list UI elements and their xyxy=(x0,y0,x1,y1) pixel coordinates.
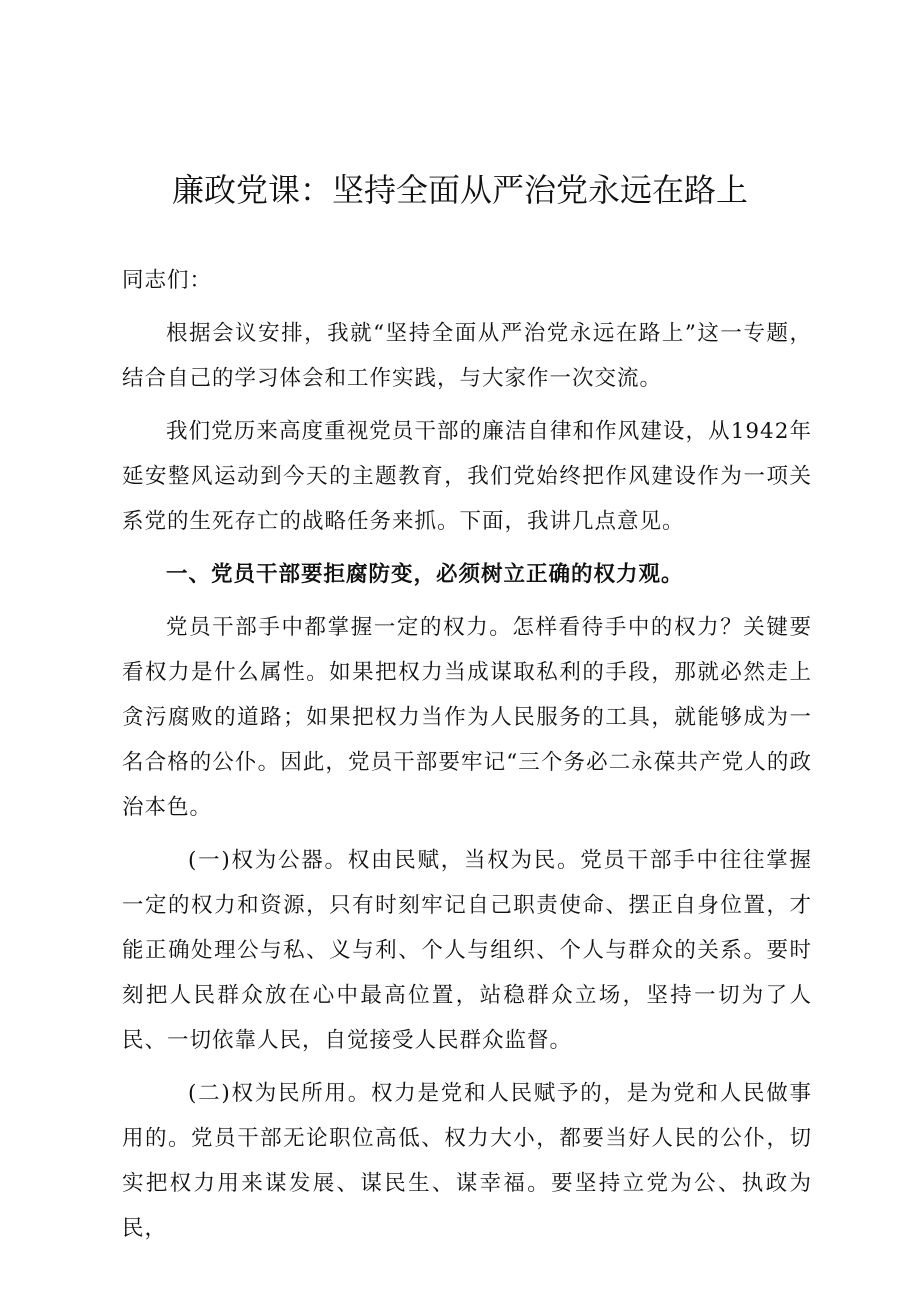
paragraph-history: 我们党历来高度重视党员干部的廉洁自律和作风建设，从1942年延安整风运动到今天的主题教育，我们党始终把作风建设作为一项关系党的生死存亡的战略任务来抓。下面，我讲几点意见。 xyxy=(122,419,812,534)
document-body xyxy=(122,258,812,1251)
section-1-point-2: (二)权为民所用。权力是党和人民赋予的，是为党和人民做事用的。党员干部无论职位高低、权力大小，都要当好人民的公仆，切实把权力用来谋发展、谋民生、谋幸福。要坚持立党为公、执政为民， xyxy=(122,1081,812,1241)
section-1-heading: 一、党员干部要拒腐防变，必须树立正确的权力观。 xyxy=(166,562,684,587)
salutation: 同志们： xyxy=(122,268,213,293)
section-1-intro: 党员干部手中都掌握一定的权力。怎样看待手中的权力？关键要看权力是什么属性。如果把权力当成谋取私利的手段，那就必然走上贪污腐败的道路；如果把权力当作为人民服务的工具，就能够成为一名合格的公仆。因此，党员干部要牢记“三个务必二永葆共产党人的政治本色。 xyxy=(122,615,812,820)
document-title: 廉政党课：坚持全面从严治党永远在路上 xyxy=(171,171,748,209)
paragraph-intro: 根据会议安排，我就“坚持全面从严治党永远在路上”这一专题，结合自己的学习体会和工作实践，与大家作一次交流。 xyxy=(122,321,812,391)
section-1-point-1: (一)权为公器。权由民赋，当权为民。党员干部手中往往掌握一定的权力和资源，只有时刻牢记自己职责使命、摆正自身位置，才能正确处理公与私、义与利、个人与组织、个人与群众的关系。要时刻把人民群众放在心中最高位置，站稳群众立场，坚持一切为了人民、一切依靠人民，自觉接受人民群众监督。 xyxy=(122,848,812,1053)
